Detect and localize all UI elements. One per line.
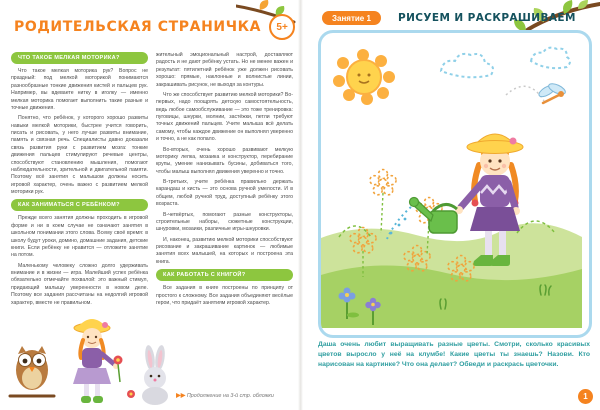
col2-paragraph: И, наконец, развитию мелкой моторики способствуют рисование и закрашивание картинок — любимые занятия всех малышей, на которых и построена эта книга. bbox=[156, 236, 293, 265]
characters-illustration bbox=[4, 298, 179, 406]
left-column-2 bbox=[156, 52, 293, 310]
section-heading-kniga: КАК РАБОТАТЬ С КНИГОЙ? bbox=[156, 269, 293, 281]
arrow-marker-icon: ▶▶ bbox=[176, 393, 186, 399]
sun-icon bbox=[333, 49, 395, 105]
section-heading-zanimatsya: КАК ЗАНИМАТЬСЯ С РЕБЁНКОМ? bbox=[11, 199, 148, 211]
main-illustration-frame[interactable] bbox=[318, 30, 592, 338]
continuation-text: Продолжение на 3-й стр. обложки bbox=[186, 393, 274, 399]
section-heading-motorika: ЧТО ТАКОЕ МЕЛКАЯ МОТОРИКА? bbox=[11, 52, 148, 64]
col2-paragraph: В-четвёртых, помогают разные конструкторы, строительные наборы, сюжетные конструкции, шнуровки, мозаики, различные игры-шнуровки. bbox=[156, 211, 293, 233]
task-instructions: Даша очень любит выращивать разные цветы. Смотри, сколько красивых цветов выросло у неё на клумбе! Какие цветы ты знаешь? Назови. Кто нарисован на картинке? Что она делает? Обведи и раскрась цветочки. bbox=[318, 341, 590, 369]
dragonfly-icon bbox=[506, 82, 567, 103]
cloud-outline-icon bbox=[531, 48, 570, 68]
col2-paragraph: жительный эмоциональный настрой, доставляют радость и не дают ребёнку устать. Но не менее важен и результат: пятилетний ребёнок уже должен рисовать хорошо: прямые, наклонные и волнистые линии, закрашивать рисунок, не выходя за контуры. bbox=[156, 52, 293, 88]
age-badge: 5+ bbox=[269, 14, 295, 40]
col2-paragraph: Во-вторых, очень хорошо развивают мелкую моторику лепка, мозаика и конструктор, перебирание крупы, умение нанизывать бусины, добиваться того, чтобы малыш выполнял движения уверенно и точно. bbox=[156, 146, 293, 175]
bunny-icon bbox=[142, 345, 168, 405]
parent-page-title: РОДИТЕЛЬСКАЯ СТРАНИЧКА bbox=[14, 19, 262, 35]
watering-scene-illustration bbox=[321, 33, 582, 328]
parent-page-header bbox=[14, 14, 295, 40]
section1-paragraph: Понятно, что ребёнок, у которого хорошо развиты навыки мелкой моторики, быстрее учится говорить, писать и рисовать, у него лучше развиты внимание, память и связная речь. Специалисты давно доказали связь развития руки с развитием мозга: тонкие движения пальцев стимулируют речевые центры, способствуют становлению мышления, помогают наблюдательности, зрительной и двигательной памяти. Поэтому всё занятия с малышом должны носить игровой характер, очень важно с развитием мелкой моторики рук. bbox=[11, 115, 148, 195]
lesson-badge: Занятие 1 bbox=[322, 11, 381, 25]
section2-paragraph: Прежде всего занятия должны проходить в игровой форме и ни в коем случае не означают занятия в школьном понимании этого слова. Всему своё время: в школу будут уроки, домино, домашние задания, детские книги. Если ребёнку не нравится — отложите занятие на потом. bbox=[11, 215, 148, 259]
lesson-title: РИСУЕМ И РАСКРАШИВАЕМ bbox=[398, 12, 576, 24]
owl-icon bbox=[10, 346, 54, 396]
section3-paragraph: Все задания в книге построены по принципу от простого к сложному. Все задания объединяют весёлые герои, что придаёт занятиям игровой характер. bbox=[156, 285, 293, 306]
col2-paragraph: В-третьих, учите ребёнка правильно держать карандаш и кисть — это основа ручной умелости. И в общем, любой ручной труд, доступный ребёнку этого возраста. bbox=[156, 179, 293, 208]
cloud-outline-icon bbox=[441, 54, 493, 77]
section1-paragraph: Что такое мелкая моторика рук? Вопрос не праздный: под мелкой моторикой понимаются разнообразные тонкие движения кистей и пальцев рук. Например, вы вдеваете нитку в иголку — именно мелкая моторика помогает выполнить такие разные и точные движения. bbox=[11, 68, 148, 111]
col2-paragraph: Что же способствует развитию мелкой моторики? Во-первых, надо поощрять детскую самостоятельность, ведь любое самообслуживание — это тоже тренировка: пуговицы, шнурки, молнии, застёжки, петли требуют точных движений пальцев. Учите малыша всё делать самому, чтобы каждое движение он выполнял уверенно и точно, а не как попало. bbox=[156, 91, 293, 143]
section2-paragraph: Маленькому человеку сложно долго удерживать внимание и в жизни — игра. Малейший успех ребёнка обязательно отмечайте похвалой: это важный стимул, придающий малышу уверенности в новом деле. Поэтому все задания рассчитаны на недолгий игровой характер, вместе не правильном. bbox=[11, 262, 148, 306]
page-number-badge: 1 bbox=[578, 389, 593, 404]
left-column-1 bbox=[11, 52, 148, 310]
girl-left-icon bbox=[73, 319, 123, 403]
page-divider bbox=[298, 0, 303, 410]
